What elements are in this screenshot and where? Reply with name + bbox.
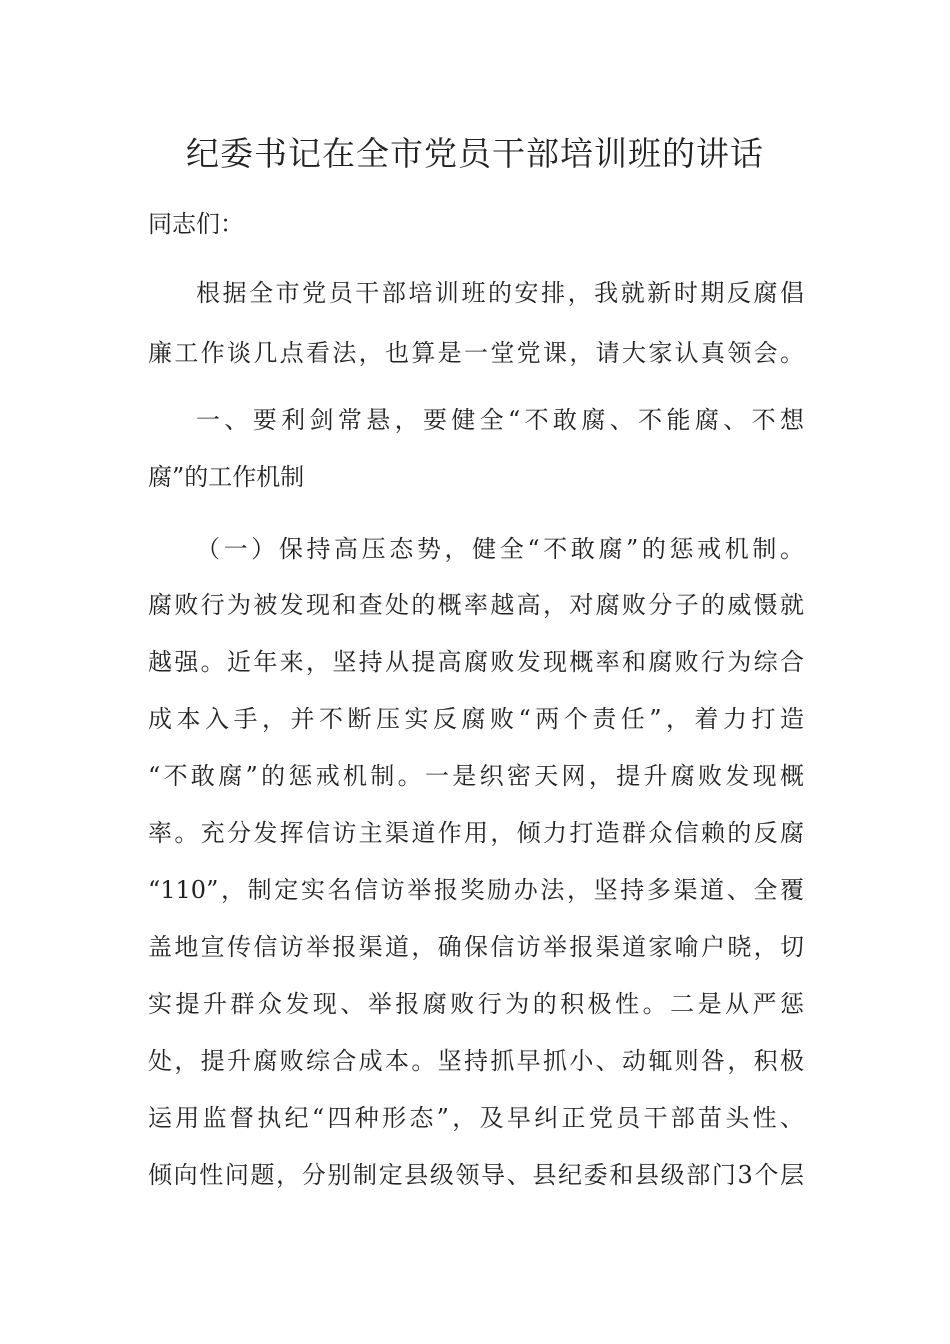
paragraph-line-2: 廉工作谈几点看法，也算是一堂党课，请大家认真领会。 [148,339,804,367]
salutation: 同志们： [148,210,244,238]
paragraph-line-5: 越强。近年来，坚持从提高腐败发现概率和腐败行为综合 [148,648,804,676]
paragraph-line-6: 成本入手，并不断压实反腐败“两个责任”，着力打造 [148,705,804,733]
paragraph-line-8: 率。充分发挥信访主渠道作用，倾力打造群众信赖的反腐 [148,819,804,847]
paragraph-line-14: 倾向性问题，分别制定县级领导、县纪委和县级部门3个层 [148,1161,804,1189]
paragraph-line-9: “110”，制定实名信访举报奖励办法，坚持多渠道、全覆 [148,876,804,904]
paragraph-line-10: 盖地宣传信访举报渠道，确保信访举报渠道家喻户晓，切 [148,933,804,961]
paragraph-line-4: 腐败行为被发现和查处的概率越高，对腐败分子的威慑就 [148,591,804,619]
paragraph-line-11: 实提升群众发现、举报腐败行为的积极性。二是从严惩 [148,990,804,1018]
paragraph-line-7: “不敢腐”的惩戒机制。一是织密天网，提升腐败发现概 [148,762,804,790]
paragraph-line-1: 根据全市党员干部培训班的安排，我就新时期反腐倡 [196,279,804,307]
paragraph-line-13: 运用监督执纪“四种形态”，及早纠正党员干部苗头性、 [148,1104,804,1132]
paragraph-line-12: 处，提升腐败综合成本。坚持抓早抓小、动辄则咎，积极 [148,1047,804,1075]
paragraph-line-3: （一）保持高压态势，健全“不敢腐”的惩戒机制。 [196,535,804,563]
heading-line-1: 一、要利剑常悬，要健全“不敢腐、不能腐、不想 [196,406,804,434]
document-title: 纪委书记在全市党员干部培训班的讲话 [186,134,764,173]
heading-line-2: 腐”的工作机制 [148,463,305,491]
